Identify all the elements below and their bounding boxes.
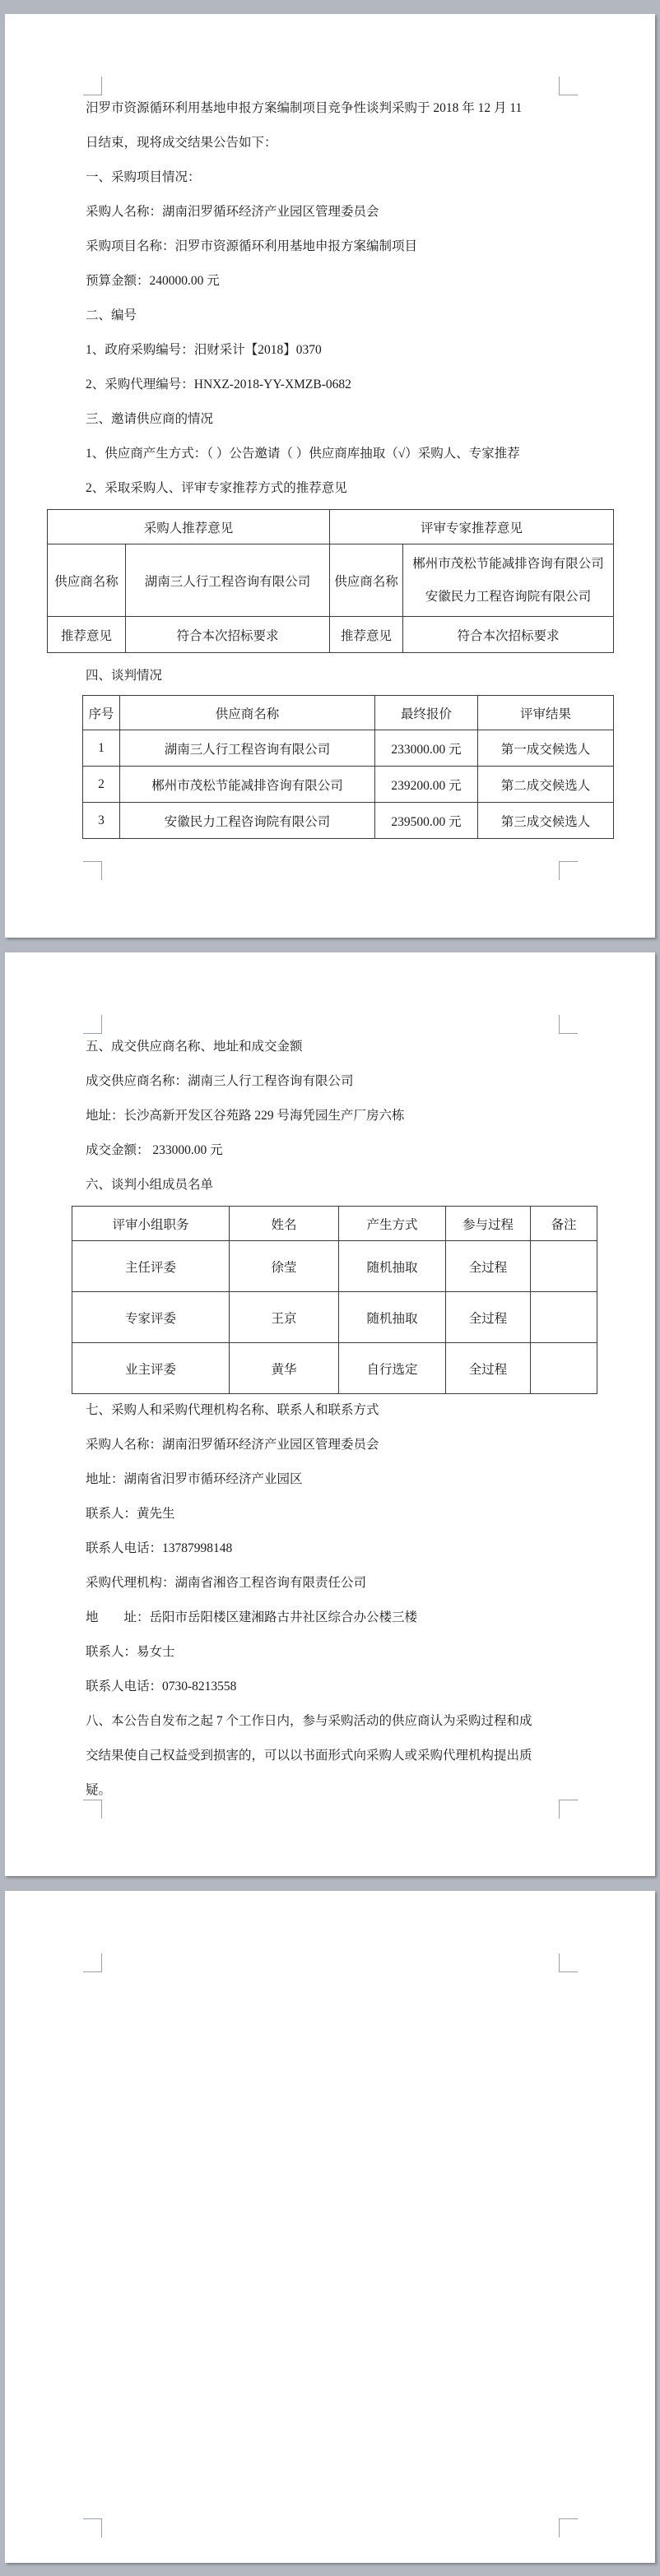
doc-line: 二、编号 (86, 308, 137, 322)
purchaser-supplier-cell: 湖南三人行工程咨询有限公司 (126, 544, 330, 617)
opinion-label-cell: 推荐意见 (330, 617, 403, 653)
expert-supplier-line2: 安徽民力工程咨询院有限公司 (425, 589, 592, 604)
table-cell: 239500.00 元 (375, 803, 478, 839)
table-cell: 安徽民力工程咨询院有限公司 (120, 803, 375, 839)
doc-line: 预算金额：240000.00 元 (86, 274, 220, 288)
negotiation-col-header: 序号 (83, 696, 120, 730)
negotiation-table (82, 695, 614, 839)
expert-supplier-line1: 郴州市茂松节能减排咨询有限公司 (412, 556, 604, 571)
doc-line: 日结束，现将成交结果公告如下： (86, 136, 277, 150)
purchaser-opinion-cell: 符合本次招标要求 (126, 617, 330, 653)
doc-line: 采购人名称：湖南汨罗循环经济产业园区管理委员会 (86, 1438, 379, 1452)
doc-line: 成交金额： 233000.00 元 (86, 1143, 223, 1157)
table-cell: 湖南三人行工程咨询有限公司 (120, 730, 375, 767)
table-cell (531, 1292, 597, 1343)
table-cell: 自行选定 (339, 1343, 446, 1394)
margin-corner-mark (83, 2518, 102, 2537)
table-cell: 1 (83, 730, 120, 767)
negotiation-col-header: 评审结果 (478, 696, 614, 730)
doc-line: 地址：湖南省汨罗市循环经济产业园区 (86, 1472, 303, 1486)
negotiation-col-header: 最终报价 (375, 696, 478, 730)
doc-line: 地址：长沙高新开发区谷苑路 229 号海凭园生产厂房六栋 (86, 1109, 405, 1123)
doc-line: 五、成交供应商名称、地址和成交金额 (86, 1040, 303, 1054)
document-page-3 (5, 1891, 655, 2563)
panel-member-table (72, 1206, 597, 1394)
doc-line: 疑。 (86, 1783, 112, 1797)
margin-corner-mark (83, 1953, 102, 1972)
table-cell: 3 (83, 803, 120, 839)
negotiation-heading: 四、谈判情况 (86, 669, 163, 683)
doc-line: 2、采购代理编号：HNXZ-2018-YY-XMZB-0682 (86, 378, 351, 391)
doc-line: 八、本公告自发布之起 7 个工作日内，参与采购活动的供应商认为采购过程和成 (86, 1714, 532, 1728)
doc-line: 六、谈判小组成员名单 (86, 1178, 214, 1192)
doc-line: 联系人电话：13787998148 (86, 1541, 233, 1555)
table-cell: 全过程 (446, 1241, 531, 1292)
negotiation-col-header: 供应商名称 (120, 696, 375, 730)
table-cell: 第一成交候选人 (478, 730, 614, 767)
table-cell (531, 1241, 597, 1292)
panel-col-header: 评审小组职务 (72, 1207, 230, 1241)
table-cell: 王京 (230, 1292, 339, 1343)
margin-corner-mark (559, 2518, 578, 2537)
page1-body-text (86, 91, 629, 506)
page2-award-text (86, 1030, 629, 1202)
recommendation-table-expert-header: 评审专家推荐意见 (330, 510, 614, 544)
doc-line: 成交供应商名称：湖南三人行工程咨询有限公司 (86, 1074, 354, 1088)
doc-line: 联系人：黄先生 (86, 1507, 175, 1521)
table-cell: 全过程 (446, 1343, 531, 1394)
document-page-2 (5, 952, 655, 1876)
table-cell: 郴州市茂松节能减排咨询有限公司 (120, 767, 375, 803)
panel-col-header: 备注 (531, 1207, 597, 1241)
margin-corner-mark (559, 1953, 578, 1972)
expert-supplier-cell (403, 544, 614, 617)
table-cell: 徐莹 (230, 1241, 339, 1292)
table-cell: 随机抽取 (339, 1241, 446, 1292)
table-cell: 主任评委 (72, 1241, 230, 1292)
table-cell: 业主评委 (72, 1343, 230, 1394)
table-cell: 第二成交候选人 (478, 767, 614, 803)
doc-line: 汨罗市资源循环利用基地申报方案编制项目竞争性谈判采购于 2018 年 12 月 11 (86, 101, 523, 115)
document-page-1 (5, 14, 655, 938)
doc-line: 采购项目名称：汨罗市资源循环利用基地申报方案编制项目 (86, 239, 418, 253)
supplier-label-cell: 供应商名称 (330, 544, 403, 617)
table-cell: 黄华 (230, 1343, 339, 1394)
expert-opinion-cell: 符合本次招标要求 (403, 617, 614, 653)
margin-corner-mark (559, 861, 578, 880)
table-cell: 2 (83, 767, 120, 803)
table-cell: 随机抽取 (339, 1292, 446, 1343)
doc-line: 采购代理机构：湖南省湘咨工程咨询有限责任公司 (86, 1576, 367, 1590)
table-cell: 233000.00 元 (375, 730, 478, 767)
doc-line: 交结果使自己权益受到损害的，可以以书面形式向采购人或采购代理机构提出质 (86, 1749, 532, 1763)
table-cell (531, 1343, 597, 1394)
doc-line: 1、供应商产生方式：（ ）公告邀请（ ）供应商库抽取（√）采购人、专家推荐 (86, 447, 520, 461)
recommendation-table (47, 509, 614, 653)
margin-corner-mark (83, 861, 102, 880)
panel-col-header: 参与过程 (446, 1207, 531, 1241)
doc-line: 地 址：岳阳市岳阳楼区建湘路古井社区综合办公楼三楼 (86, 1610, 418, 1624)
page2-notice-text (86, 1704, 629, 1808)
doc-line: 2、采取采购人、评审专家推荐方式的推荐意见 (86, 481, 347, 495)
doc-line: 采购人名称：湖南汨罗循环经济产业园区管理委员会 (86, 205, 379, 219)
table-cell: 全过程 (446, 1292, 531, 1343)
doc-line: 三、邀请供应商的情况 (86, 412, 214, 426)
panel-col-header: 姓名 (230, 1207, 339, 1241)
table-cell: 239200.00 元 (375, 767, 478, 803)
doc-line: 七、采购人和采购代理机构名称、联系人和联系方式 (86, 1403, 379, 1417)
table-cell: 专家评委 (72, 1292, 230, 1343)
doc-line: 联系人电话：0730-8213558 (86, 1679, 237, 1693)
doc-line: 1、政府采购编号：汨财采计【2018】0370 (86, 343, 322, 357)
recommendation-table-purchaser-header: 采购人推荐意见 (48, 510, 330, 544)
supplier-label-cell: 供应商名称 (48, 544, 126, 617)
table-cell: 第三成交候选人 (478, 803, 614, 839)
doc-line: 联系人：易女士 (86, 1645, 175, 1659)
page2-contact-text (86, 1393, 629, 1704)
doc-line: 一、采购项目情况： (86, 170, 201, 184)
opinion-label-cell: 推荐意见 (48, 617, 126, 653)
panel-col-header: 产生方式 (339, 1207, 446, 1241)
